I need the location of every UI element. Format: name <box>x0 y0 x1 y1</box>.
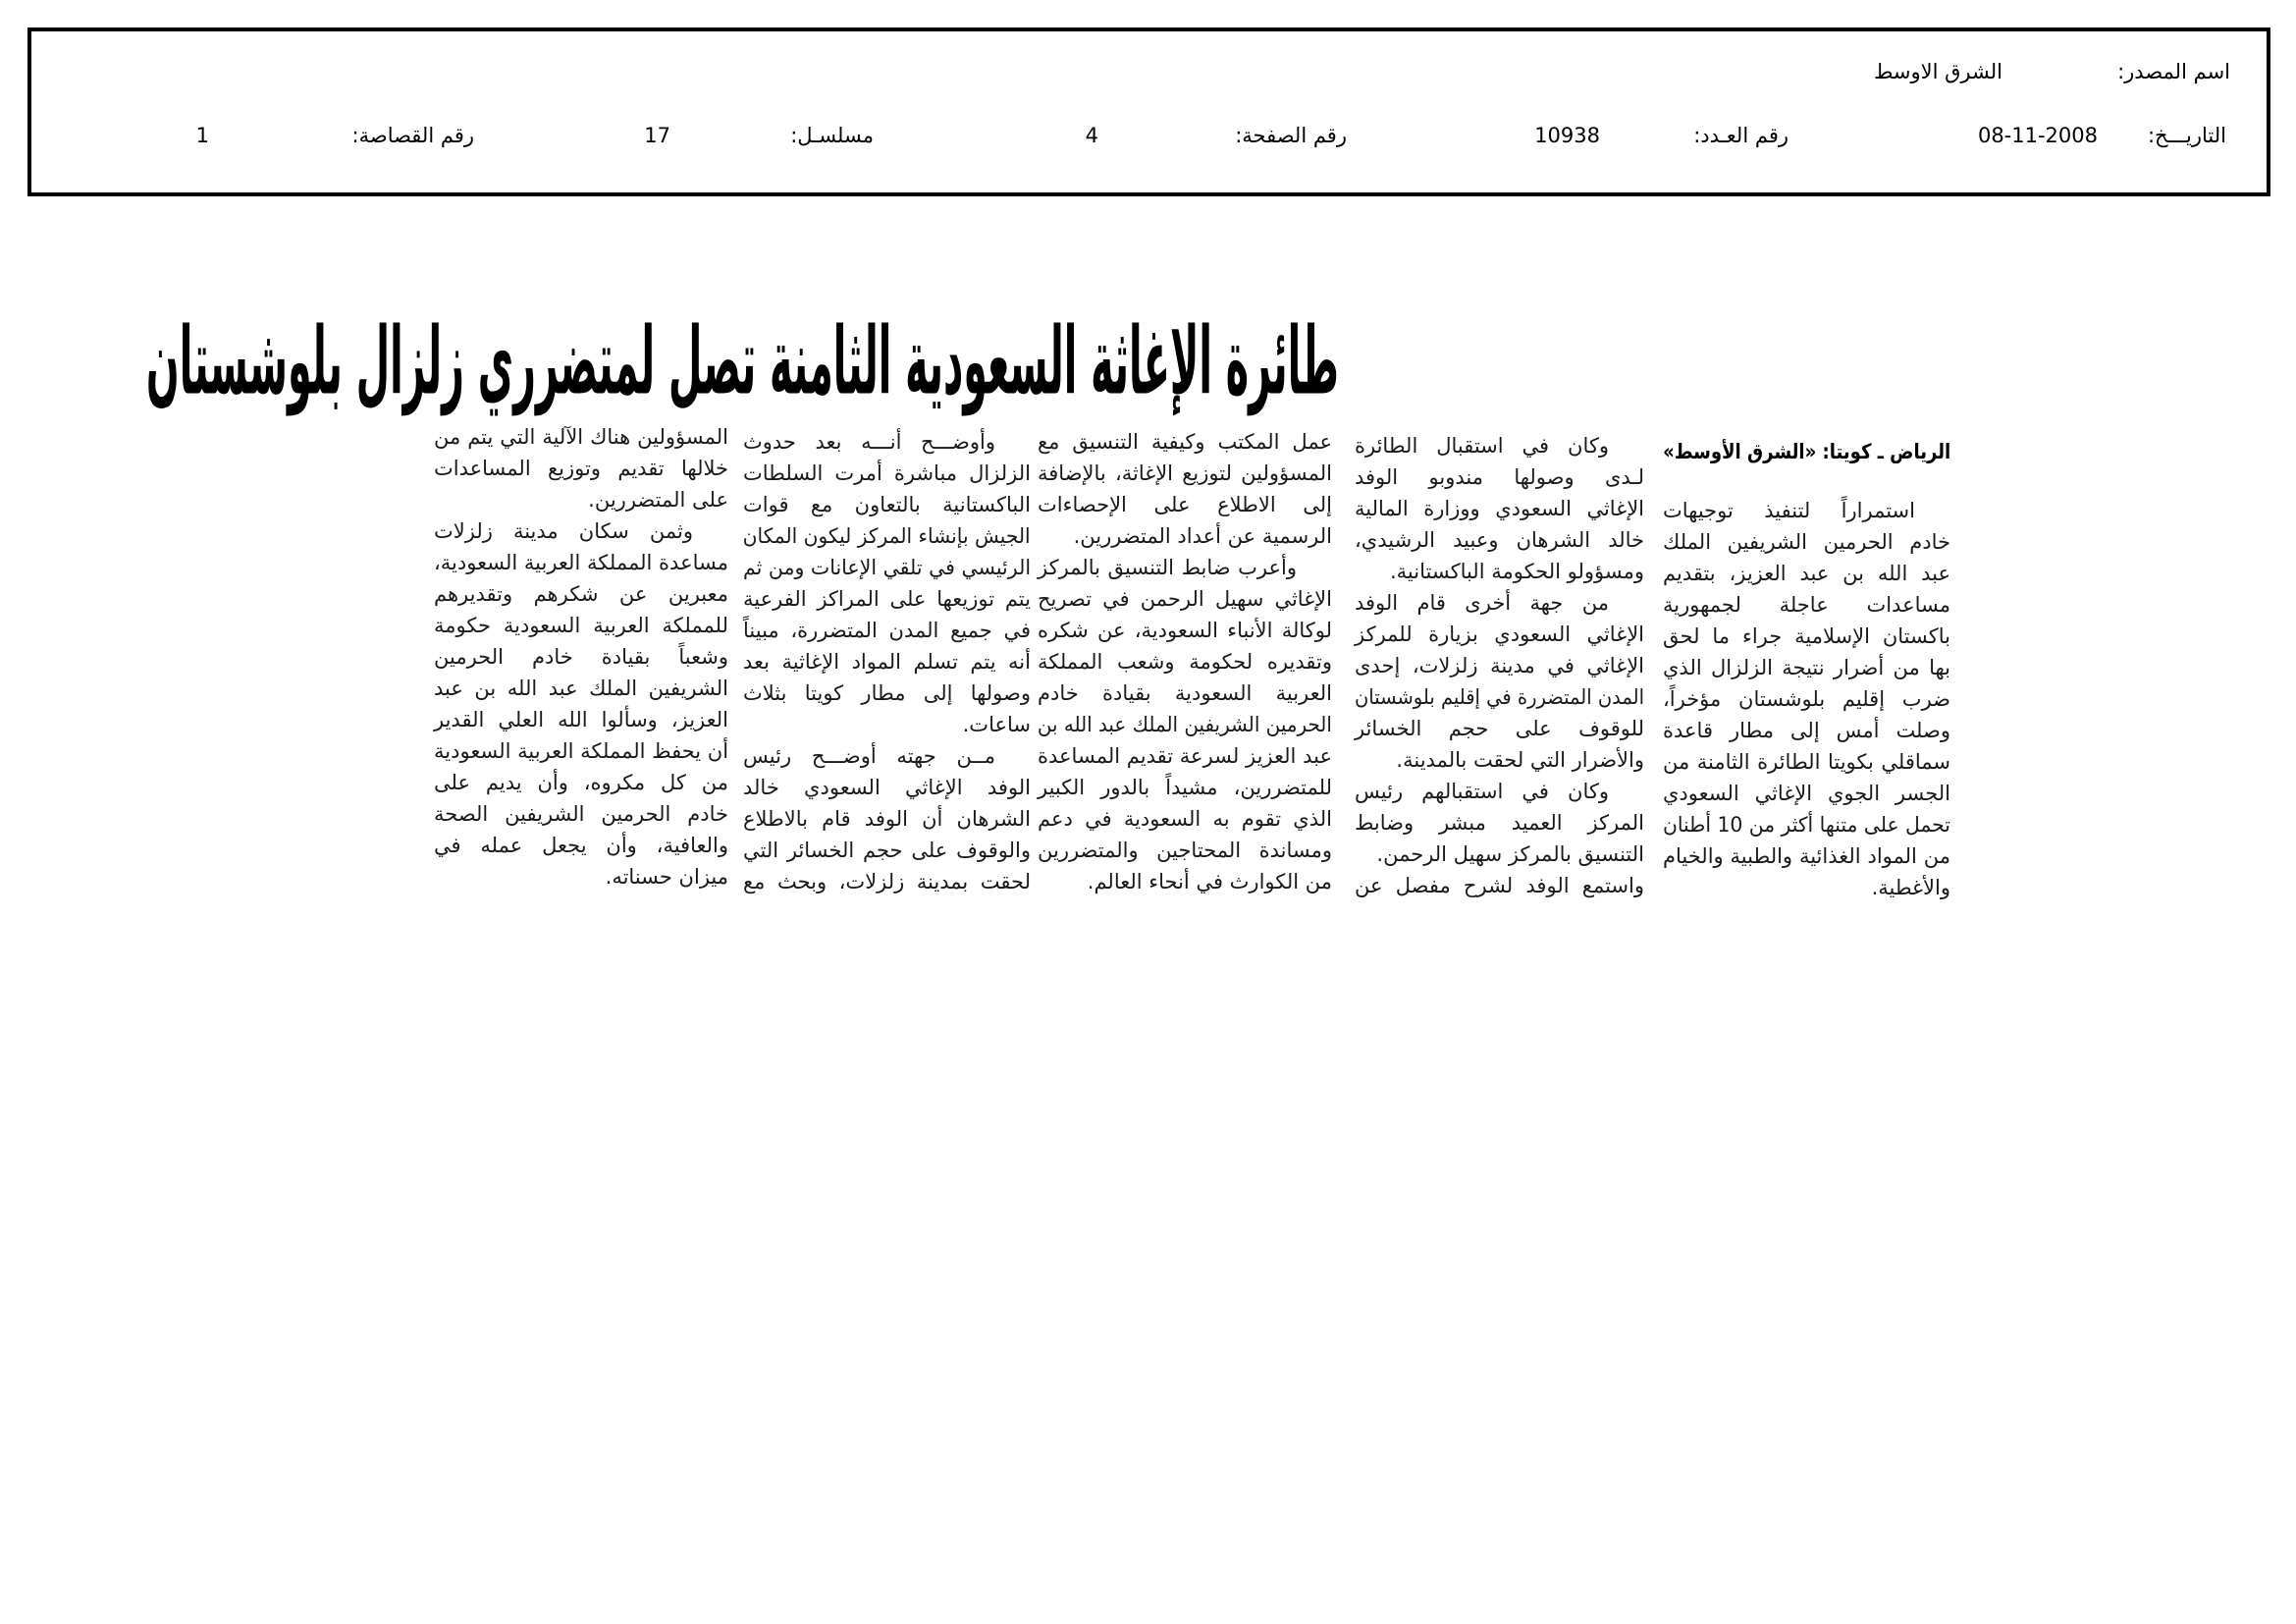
article-line <box>1355 713 1644 744</box>
article-line <box>1663 621 1950 652</box>
article-line <box>1355 744 1644 776</box>
article-line-text: مساعدة المملكة العربية السعودية، <box>434 551 728 574</box>
article-line <box>1038 426 1332 458</box>
article-line-text: الجيش بإنشاء المركز ليكون المكان <box>743 524 1031 548</box>
article-line <box>1355 870 1644 901</box>
article-line-text: للوقوف على حجم الخسائر <box>1355 717 1644 740</box>
article-line-text: باكستان الإسلامية جراء ما لحق <box>1663 624 1950 648</box>
article-line <box>1355 430 1644 461</box>
page-label: رقم الصفحة: <box>1235 124 1347 147</box>
article-line <box>1355 650 1644 681</box>
article-line <box>1038 520 1332 552</box>
article-line-text: خلالها تقديم وتوزيع المساعدات <box>434 457 728 480</box>
article-line <box>1663 872 1950 903</box>
article-line-text: والأغطية. <box>1871 876 1950 899</box>
article-line-text: الحرمين الشريفين الملك عبد الله بن <box>1038 713 1332 736</box>
date-label: التاريـــخ: <box>2147 124 2226 147</box>
article-line <box>1038 583 1332 615</box>
article-line <box>434 673 728 704</box>
article-line-text: للمتضررين، مشيداً بالدور الكبير <box>1038 776 1332 799</box>
article-line <box>1355 524 1644 556</box>
article-line <box>743 677 1031 709</box>
article-line <box>1355 461 1644 493</box>
article-line-text: لـدى وصولها مندوبو الوفد <box>1355 465 1644 489</box>
article-line-text: الزلزال مباشرة أمرت السلطات <box>743 461 1031 485</box>
article-line-text: وصولها إلى مطار كويتا بثلاث <box>743 681 1031 705</box>
source-label: اسم المصدر: <box>2117 60 2230 83</box>
article-line <box>743 583 1031 615</box>
article-line-text: العزيز، وسألوا الله العلي القدير <box>434 708 728 731</box>
article-line-text: الشرهان أن الوفد قام بالاطلاع <box>743 807 1031 831</box>
article-line <box>743 646 1031 677</box>
article-line-text: مساعدات عاجلة لجمهورية <box>1663 593 1950 617</box>
article-column-2 <box>1355 430 1644 901</box>
article-line-text: من الكوارث في أنحاء العالم. <box>1087 870 1332 893</box>
article-line <box>1038 803 1332 835</box>
article-line <box>1355 587 1644 619</box>
clipping-info-box <box>27 27 2270 196</box>
article-line-text: المسؤولين هناك الآلية التي يتم من <box>434 425 728 449</box>
article-line <box>743 772 1031 803</box>
article-line <box>434 798 728 830</box>
article-line-text: لحقت بمدينة زلزلات، وبحث مع <box>743 870 1031 893</box>
article-line-text: واستمع الوفد لشرح مفصل عن <box>1355 874 1644 897</box>
article-line-text: أن يحفظ المملكة العربية السعودية <box>434 739 728 763</box>
article-line <box>1355 493 1644 524</box>
article-line <box>1663 809 1950 840</box>
article-line-text: الرسمية عن أعداد المتضررين. <box>1073 524 1332 548</box>
article-column-3 <box>1038 426 1332 897</box>
article-line-text: الإغاثي سهيل الرحمن في تصريح <box>1038 587 1332 611</box>
article-line-text: في جميع المدن المتضررة، مبيناً <box>743 619 1031 642</box>
date-value: 08-11-2008 <box>1977 124 2098 147</box>
article-line-text: والعافية، وأن يجعل عمله في <box>434 834 728 857</box>
article-line <box>743 866 1031 897</box>
serial-label: مسلسـل: <box>790 124 874 147</box>
article-line <box>1038 709 1332 740</box>
issue-label: رقم العـدد: <box>1693 124 1789 147</box>
article-line <box>743 740 1031 772</box>
article-line <box>1663 589 1950 621</box>
article-line-text: المركز العميد مبشر وضابط <box>1355 811 1644 835</box>
article-line-text: ومساندة المحتاجين والمتضررين <box>1038 839 1332 862</box>
article-line <box>1038 835 1332 866</box>
article-line <box>434 704 728 735</box>
article-line <box>434 421 728 453</box>
article-line-text: بها من أضرار نتيجة الزلزال الذي <box>1663 656 1950 679</box>
article-line <box>1355 556 1644 587</box>
article-line-text: من كل مكروه، وأن يديم على <box>434 771 728 794</box>
article-line-text: الذي تقوم به السعودية في دعم <box>1038 807 1332 831</box>
article-line-text: استمراراً لتنفيذ توجيهات <box>1663 499 1915 522</box>
article-byline-text: الرياض ـ كويتا: «الشرق الأوسط» <box>1663 440 1950 463</box>
article-line-text: الإغاثي السعودي بزيارة للمركز <box>1355 623 1644 646</box>
article-line <box>1038 489 1332 520</box>
article-line-text: والوقوف على حجم الخسائر التي <box>743 839 1031 862</box>
article-headline-text: طائرة الإغاثة السعودية الثامنة تصل لمتضرري زلزال بلوشستان <box>146 306 1340 416</box>
article-line-text: خالد الشرهان وعبيد الرشيدي، <box>1355 528 1644 552</box>
article-line <box>743 835 1031 866</box>
article-line <box>743 803 1031 835</box>
article-line <box>434 547 728 578</box>
article-column-4 <box>743 426 1031 897</box>
article-line-text: تحمل على متنها أكثر من 10 أطنان <box>1663 813 1950 837</box>
article-line <box>1038 677 1332 709</box>
source-value: الشرق الاوسط <box>1873 60 2002 83</box>
article-line <box>434 830 728 861</box>
article-line-text: عبد العزيز لسرعة تقديم المساعدة <box>1038 744 1332 768</box>
article-line <box>743 489 1031 520</box>
article-line-text: معبرين عن شكرهم وتقديرهم <box>434 582 728 606</box>
article-line-text: الرئيسي في تلقي الإعانات ومن ثم <box>743 556 1031 579</box>
article-line <box>743 709 1031 740</box>
article-line-text: وتقديره لحكومة وشعب المملكة <box>1038 650 1332 674</box>
article-line-text: ساعات. <box>962 713 1031 736</box>
article-line <box>1038 552 1332 583</box>
article-line <box>743 426 1031 458</box>
article-line-text: على المتضررين. <box>588 488 728 512</box>
article-line <box>1038 646 1332 677</box>
clip-number-value: 1 <box>195 124 209 147</box>
article-line-text: الباكستانية بالتعاون مع قوات <box>743 493 1031 516</box>
article-line-text: عبد الله بن عبد العزيز، بتقديم <box>1663 562 1950 585</box>
page-value: 4 <box>1085 124 1098 147</box>
article-line-text: الإغاثي في مدينة زلزلات، إحدى <box>1355 654 1644 677</box>
issue-value: 10938 <box>1534 124 1600 147</box>
article-line-text: من جهة أخرى قام الوفد <box>1355 591 1609 615</box>
article-line <box>1038 866 1332 897</box>
article-line <box>1663 526 1950 558</box>
article-line-text: وكان في استقبالهم رئيس <box>1355 780 1609 803</box>
article-line <box>1663 558 1950 589</box>
article-line <box>1663 840 1950 872</box>
article-line-text: وأعرب ضابط التنسيق بالمركز <box>1038 556 1297 579</box>
article-line <box>1355 619 1644 650</box>
article-line <box>1663 495 1950 526</box>
article-line-text: الجسر الجوي الإغاثي السعودي <box>1663 782 1950 805</box>
article-line <box>1355 776 1644 807</box>
article-line-text: لوكالة الأنباء السعودية، عن شكره <box>1038 619 1332 642</box>
article-line-text: الإغاثي السعودي ووزارة المالية <box>1355 497 1644 520</box>
article-line-text: ومسؤولو الحكومة الباكستانية. <box>1389 560 1644 583</box>
article-line-text: وكان في استقبال الطائرة <box>1355 434 1609 458</box>
article-headline <box>146 306 1796 416</box>
article-line <box>434 610 728 641</box>
article-line-text: التنسيق بالمركز سهيل الرحمن. <box>1376 842 1644 866</box>
article-line-text: عمل المكتب وكيفية التنسيق مع <box>1038 430 1332 454</box>
article-line <box>1663 778 1950 809</box>
article-line-text: مــن جهته أوضـــح رئيس <box>743 744 995 768</box>
article-column-5 <box>434 421 728 893</box>
serial-value: 17 <box>644 124 670 147</box>
article-line <box>743 615 1031 646</box>
article-line-text: الشريفين الملك عبد الله بن عبد <box>434 677 728 700</box>
article-line-text: وصلت أمس إلى مطار قاعدة <box>1663 719 1950 742</box>
article-line-text: الوفد الإغاثي السعودي خالد <box>743 776 1031 799</box>
article-line <box>1663 746 1950 778</box>
article-line-text: إلى الاطلاع على الإحصاءات <box>1038 493 1332 516</box>
article-line-text: خادم الحرمين الشريفين الملك <box>1663 530 1950 554</box>
clip-number-label: رقم القصاصة: <box>351 124 474 147</box>
article-line <box>1663 683 1950 715</box>
article-byline <box>1663 436 1950 467</box>
article-line <box>434 735 728 767</box>
article-line <box>1355 807 1644 839</box>
article-line <box>1038 458 1332 489</box>
article-line <box>1355 681 1644 713</box>
article-line-text: سماقلي بكويتا الطائرة الثامنة من <box>1663 750 1950 774</box>
article-line <box>434 767 728 798</box>
article-line <box>743 520 1031 552</box>
article-line-text: وشعباً بقيادة خادم الحرمين <box>434 645 728 669</box>
article-line <box>1038 615 1332 646</box>
article-line-text: وثمن سكان مدينة زلزلات <box>434 519 693 543</box>
article-line <box>1663 652 1950 683</box>
article-line-text: ميزان حسناته. <box>605 865 728 889</box>
article-line-text: خادم الحرمين الشريفين الصحة <box>434 802 728 826</box>
article-column-1 <box>1663 495 1950 903</box>
article-line <box>434 453 728 484</box>
article-line-text: يتم توزيعها على المراكز الفرعية <box>743 587 1031 611</box>
article-line <box>434 578 728 610</box>
article-line-text: العربية السعودية بقيادة خادم <box>1038 681 1332 705</box>
article-line <box>1038 772 1332 803</box>
article-line-text: والأضرار التي لحقت بالمدينة. <box>1396 748 1644 772</box>
article-line <box>743 552 1031 583</box>
article-line-text: ضرب إقليم بلوشستان مؤخراً، <box>1663 687 1950 711</box>
article-line-text: المسؤولين لتوزيع الإغاثة، بالإضافة <box>1038 461 1332 485</box>
article-line <box>1355 839 1644 870</box>
article-line-text: وأوضـــح أنـــه بعد حدوث <box>743 430 995 454</box>
article-line <box>1663 715 1950 746</box>
article-line-text: للمملكة العربية السعودية حكومة <box>434 614 728 637</box>
article-line-text: المدن المتضررة في إقليم بلوشستان <box>1355 685 1644 709</box>
article-line <box>434 484 728 515</box>
article-line-text: من المواد الغذائية والطبية والخيام <box>1663 844 1950 868</box>
article-line <box>1038 740 1332 772</box>
article-line <box>743 458 1031 489</box>
article-line <box>434 861 728 893</box>
article-line <box>434 641 728 673</box>
article-line-text: أنه يتم تسلم المواد الإغاثية بعد <box>743 650 1031 674</box>
article-line <box>434 515 728 547</box>
